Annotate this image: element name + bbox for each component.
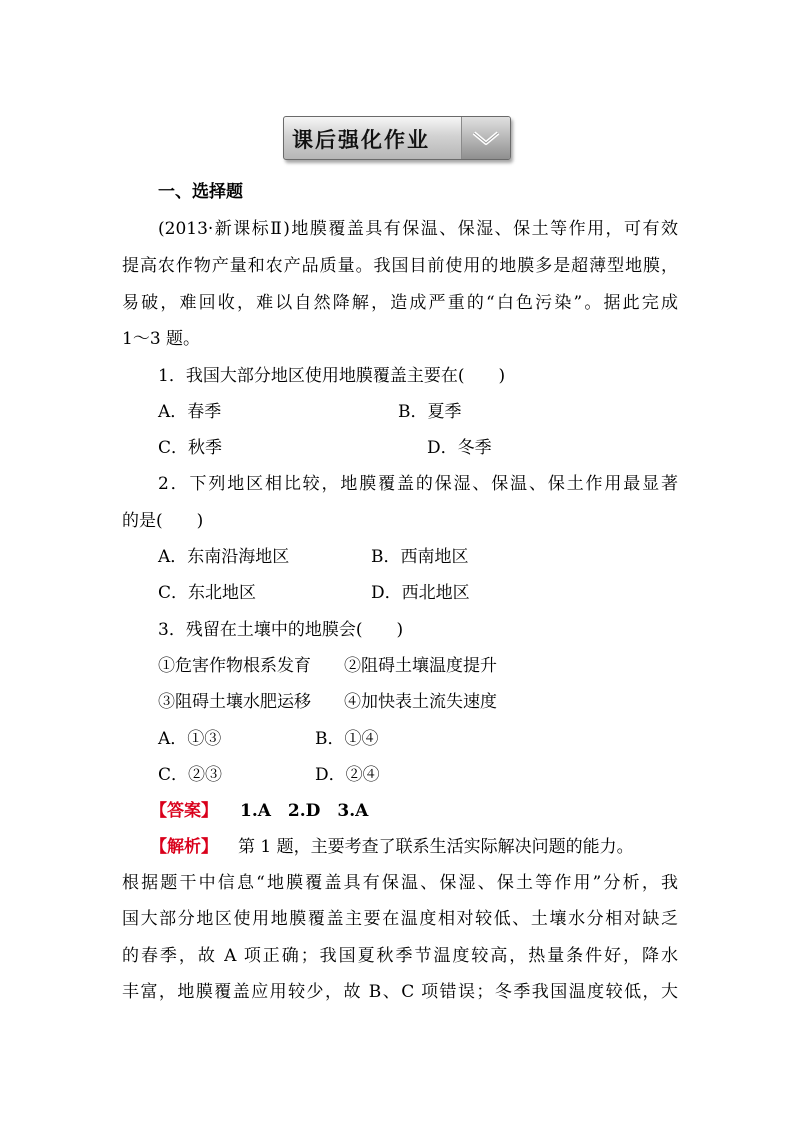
question-3-statement-4: ④加快表土流失速度 — [344, 692, 497, 712]
question-3-option-b: B．①④ — [315, 729, 379, 749]
question-3-option-d: D．②④ — [315, 765, 380, 785]
intro-line-4: 1～3 题。 — [122, 329, 201, 349]
chevron-down-icon — [472, 129, 500, 147]
section-banner — [283, 116, 511, 160]
analysis-first-line — [150, 836, 634, 858]
analysis-line-2: 根据题干中信息“地膜覆盖具有保温、保湿、保土等作用”分析，我 — [122, 873, 678, 893]
question-1-stem: 1．我国大部分地区使用地膜覆盖主要在( ) — [158, 366, 506, 386]
question-2-option-b: B．西南地区 — [371, 547, 469, 567]
banner-tab — [461, 117, 510, 159]
banner-title: 课后强化作业 — [292, 128, 430, 152]
intro-line-1: (2013·新课标Ⅱ)地膜覆盖具有保温、保湿、保土等作用，可有效 — [158, 219, 678, 239]
question-3-option-c: C．②③ — [158, 765, 223, 785]
answer-line — [150, 800, 368, 822]
analysis-label: 【解析】 — [150, 837, 218, 857]
question-2-option-d: D．西北地区 — [371, 583, 470, 603]
analysis-line-3: 国大部分地区使用地膜覆盖主要在温度相对较低、土壤水分相对缺乏 — [122, 909, 678, 929]
analysis-line-4: 的春季，故 A 项正确；我国夏秋季节温度较高，热量条件好，降水 — [122, 946, 678, 966]
question-2-stem-line-2: 的是( ) — [122, 511, 204, 531]
question-2-option-c: C．东北地区 — [158, 583, 257, 603]
question-3-stem: 3．残留在土壤中的地膜会( ) — [158, 620, 404, 640]
answer-label: 【答案】 — [150, 801, 218, 821]
question-1-option-a: A．春季 — [158, 402, 222, 422]
question-2-stem-line-1: 2．下列地区相比较，地膜覆盖的保湿、保温、保土作用最显著 — [158, 474, 678, 494]
question-1-option-c: C．秋季 — [158, 438, 223, 458]
question-1-option-d: D．冬季 — [427, 438, 492, 458]
question-3-statement-1: ①危害作物根系发育 — [158, 656, 311, 676]
question-3-statement-2: ②阻碍土壤温度提升 — [344, 656, 497, 676]
question-3-statement-3: ③阻碍土壤水肥运移 — [158, 692, 311, 712]
section-heading: 一、选择题 — [158, 182, 243, 202]
question-1-option-b: B．夏季 — [398, 402, 462, 422]
intro-line-2: 提高农作物产量和农产品质量。我国目前使用的地膜多是超薄型地膜， — [122, 256, 678, 276]
analysis-line-5: 丰富，地膜覆盖应用较少，故 B、C 项错误；冬季我国温度较低，大 — [122, 982, 678, 1002]
question-2-option-a: A．东南沿海地区 — [158, 547, 290, 567]
question-3-option-a: A．①③ — [158, 729, 222, 749]
intro-line-3: 易破，难回收，难以自然降解，造成严重的“白色污染”。据此完成 — [122, 293, 678, 313]
analysis-first-text: 第 1 题，主要考查了联系生活实际解决问题的能力。 — [238, 837, 634, 857]
answer-text: 1.A 2.D 3.A — [240, 801, 369, 821]
